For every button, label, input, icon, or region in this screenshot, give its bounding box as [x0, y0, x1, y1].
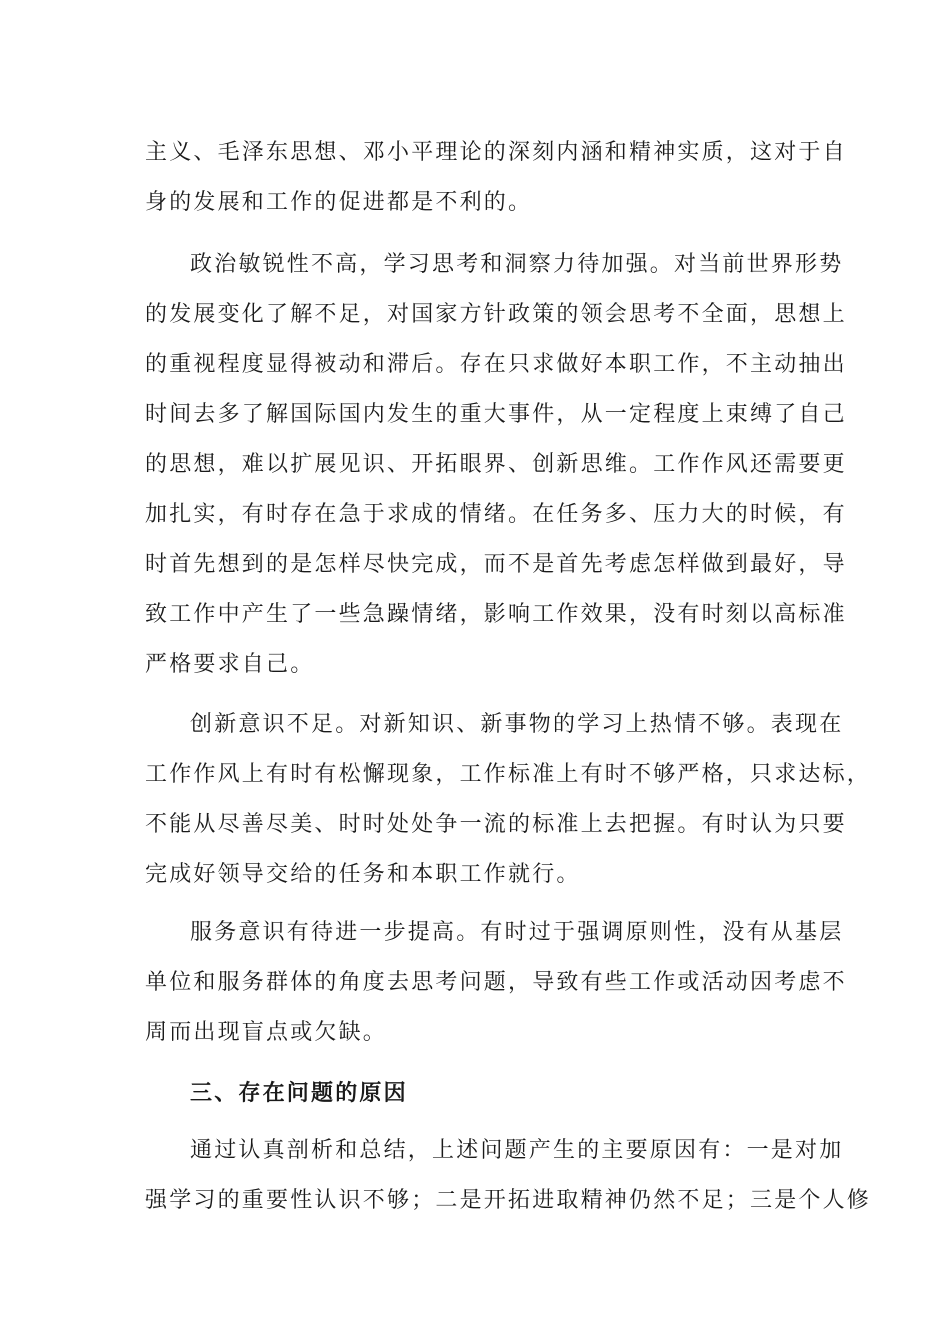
text-line: 的发展变化了解不足，对国家方针政策的领会思考不全面，思想上	[145, 302, 847, 327]
text-line: 加扎实，有时存在急于求成的情绪。在任务多、压力大的时候，有	[145, 502, 847, 527]
text-line: 完成好领导交给的任务和本职工作就行。	[145, 862, 581, 887]
text-line: 不能从尽善尽美、时时处处争一流的标准上去把握。有时认为只要	[145, 812, 847, 837]
section-heading: 三、存在问题的原因	[190, 1080, 408, 1106]
text-line: 的思想，难以扩展见识、开拓眼界、创新思维。工作作风还需要更	[145, 452, 847, 477]
text-line: 的重视程度显得被动和滞后。存在只求做好本职工作，不主动抽出	[145, 352, 847, 377]
text-line: 时首先想到的是怎样尽快完成，而不是首先考虑怎样做到最好，导	[145, 552, 847, 577]
paragraph-start-line: 创新意识不足。对新知识、新事物的学习上热情不够。表现在	[190, 712, 844, 737]
text-line: 致工作中产生了一些急躁情绪，影响工作效果，没有时刻以高标准	[145, 602, 847, 627]
text-line: 身的发展和工作的促进都是不利的。	[145, 190, 533, 215]
text-line: 严格要求自己。	[145, 652, 315, 677]
text-line: 工作作风上有时有松懈现象，工作标准上有时不够严格，只求达标，	[145, 762, 872, 787]
paragraph-start-line: 通过认真剖析和总结，上述问题产生的主要原因有：一是对加	[190, 1138, 844, 1163]
text-line: 时间去多了解国际国内发生的重大事件，从一定程度上束缚了自己	[145, 402, 847, 427]
text-line: 单位和服务群体的角度去思考问题，导致有些工作或活动因考虑不	[145, 970, 847, 995]
text-line: 主义、毛泽东思想、邓小平理论的深刻内涵和精神实质，这对于自	[145, 140, 847, 165]
text-line: 周而出现盲点或欠缺。	[145, 1020, 388, 1045]
paragraph-start-line: 服务意识有待进一步提高。有时过于强调原则性，没有从基层	[190, 920, 844, 945]
text-line: 强学习的重要性认识不够；二是开拓进取精神仍然不足；三是个人修	[145, 1188, 872, 1213]
paragraph-start-line: 政治敏锐性不高，学习思考和洞察力待加强。对当前世界形势	[190, 252, 844, 277]
